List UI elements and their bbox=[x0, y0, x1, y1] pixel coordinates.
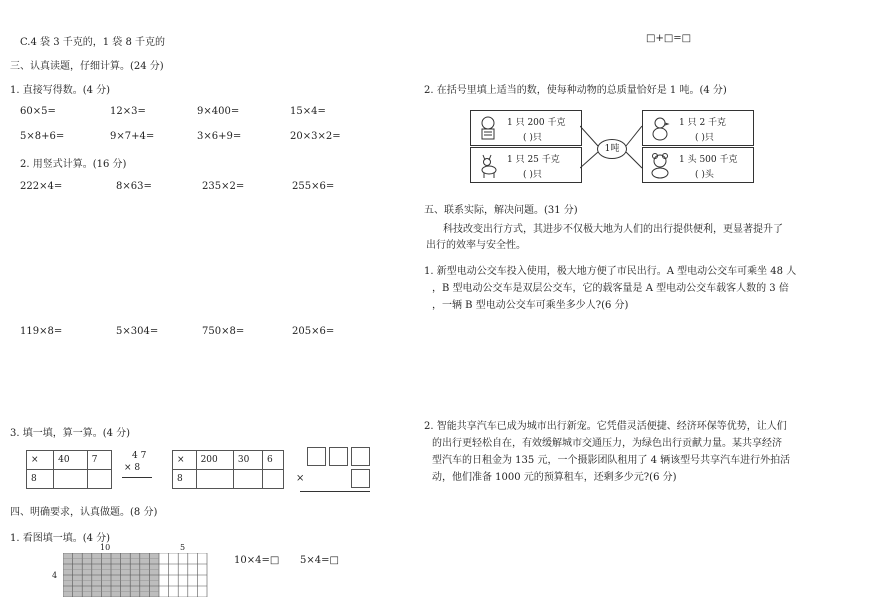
animal-count-blank[interactable]: ( )只 bbox=[523, 170, 542, 180]
animal-count-blank[interactable]: ( )只 bbox=[523, 133, 542, 143]
vertical-item: 8×63= bbox=[116, 181, 152, 192]
table-cell: 7 bbox=[87, 451, 111, 470]
vertical-item: 235×2= bbox=[202, 181, 245, 192]
animal-box-bear bbox=[642, 147, 754, 183]
chick-icon bbox=[647, 114, 673, 142]
option-c: C.4 袋 3 千克的，1 袋 8 千克的 bbox=[20, 37, 165, 48]
oral-item: 12×3= bbox=[110, 106, 146, 117]
vertical-line bbox=[122, 477, 152, 478]
top-equation: □+□=□ bbox=[646, 33, 692, 44]
answer-cell[interactable] bbox=[87, 470, 111, 489]
deer-icon bbox=[475, 151, 501, 179]
table-cell: 8 bbox=[173, 470, 197, 489]
answer-box[interactable] bbox=[307, 447, 326, 466]
table-cell: 8 bbox=[27, 470, 54, 489]
problem2-text: 2. 智能共享汽车已成为城市出行新宠。它凭借灵活便捷、经济环保等优势，让人们 bbox=[424, 421, 787, 432]
vertical-item: 222×4= bbox=[20, 181, 63, 192]
answer-box[interactable] bbox=[351, 447, 370, 466]
animal-weight: 1 只 2 千克 bbox=[679, 118, 727, 128]
equation-2: 5×4=□ bbox=[300, 555, 339, 566]
vertical-bottom: × 8 bbox=[124, 463, 141, 473]
fill-table-2 bbox=[172, 450, 284, 489]
problem2-text: 动，他们准备 1000 元的预算租车，还剩多少元?(6 分) bbox=[432, 472, 677, 483]
equation-1: 10×4=□ bbox=[234, 555, 280, 566]
table-cell: × bbox=[173, 451, 197, 470]
vertical-item: 255×6= bbox=[292, 181, 335, 192]
bear-icon bbox=[647, 151, 673, 179]
q2-title: 2. 用竖式计算。(16 分) bbox=[20, 159, 127, 170]
oral-item: 9×7+4= bbox=[110, 131, 155, 142]
times-sign: × bbox=[296, 473, 305, 484]
tiger-icon bbox=[475, 114, 501, 142]
vertical-top: 4 7 bbox=[132, 451, 147, 461]
animal-weight: 1 只 25 千克 bbox=[507, 155, 560, 165]
intro-text: 出行的效率与安全性。 bbox=[426, 240, 526, 251]
vertical-item: 205×6= bbox=[292, 326, 335, 337]
problem1-text: ，B 型电动公交车是双层公交车，它的载客量是 A 型电动公交车载客人数的 3 倍 bbox=[432, 283, 789, 294]
oral-item: 3×6+9= bbox=[197, 131, 242, 142]
animal-weight: 1 只 200 千克 bbox=[507, 118, 566, 128]
oral-item: 15×4= bbox=[290, 106, 326, 117]
q2-title: 2. 在括号里填上适当的数，使每种动物的总质量恰好是 1 吨。(4 分) bbox=[424, 85, 727, 96]
answer-cell[interactable] bbox=[196, 470, 233, 489]
vertical-item: 119×8= bbox=[20, 326, 63, 337]
answer-box[interactable] bbox=[329, 447, 348, 466]
answer-cell[interactable] bbox=[262, 470, 283, 489]
problem2-text: 型汽车的日租金为 135 元，一个摄影团队租用了 4 辆该型号共享汽车进行外拍活 bbox=[432, 455, 791, 466]
oral-item: 9×400= bbox=[197, 106, 240, 117]
fill-table-1 bbox=[26, 450, 112, 489]
vertical-item: 750×8= bbox=[202, 326, 245, 337]
vertical-item: 5×304= bbox=[116, 326, 159, 337]
q1-title: 1. 直接写得数。(4 分) bbox=[10, 85, 111, 96]
dot-grid-figure bbox=[63, 553, 213, 597]
grid-label-4: 4 bbox=[52, 571, 58, 580]
grid-label-10: 10 bbox=[100, 543, 111, 552]
animal-box-chick bbox=[642, 110, 754, 146]
answer-cell[interactable] bbox=[54, 470, 88, 489]
q3-title: 3. 填一填，算一算。(4 分) bbox=[10, 428, 131, 439]
oral-item: 5×8+6= bbox=[20, 131, 65, 142]
intro-text: 科技改变出行方式，其进步不仅极大地为人们的出行提供便利，更显著提升了 bbox=[443, 224, 783, 235]
answer-cell[interactable] bbox=[233, 470, 262, 489]
section3-title: 三、认真读题，仔细计算。(24 分) bbox=[10, 61, 164, 72]
answer-box[interactable] bbox=[351, 469, 370, 488]
table-cell: 30 bbox=[233, 451, 262, 470]
table-cell: 6 bbox=[262, 451, 283, 470]
animal-box-deer bbox=[470, 147, 582, 183]
section4-title: 四、明确要求，认真做题。(8 分) bbox=[10, 507, 158, 518]
table-cell: 200 bbox=[196, 451, 233, 470]
animal-weight: 1 头 500 千克 bbox=[679, 155, 738, 165]
one-ton-hub: 1吨 bbox=[597, 139, 627, 159]
table-cell: 40 bbox=[54, 451, 88, 470]
table-cell: × bbox=[27, 451, 54, 470]
animal-count-blank[interactable]: ( )只 bbox=[695, 133, 714, 143]
s4-q1-title: 1. 看图填一填。(4 分) bbox=[10, 533, 111, 544]
animal-box-tiger bbox=[470, 110, 582, 146]
oral-item: 20×3×2= bbox=[290, 131, 341, 142]
oral-item: 60×5= bbox=[20, 106, 56, 117]
problem2-text: 的出行更轻松自在，有效缓解城市交通压力，为绿色出行贡献力量。某共享经济 bbox=[432, 438, 782, 449]
animal-count-blank[interactable]: ( )头 bbox=[695, 170, 714, 180]
section5-title: 五、联系实际，解决问题。(31 分) bbox=[424, 205, 578, 216]
grid-label-5: 5 bbox=[180, 543, 186, 552]
problem1-text: 1. 新型电动公交车投入使用，极大地方便了市民出行。A 型电动公交车可乘坐 48 人 bbox=[424, 266, 797, 277]
problem1-text: ，一辆 B 型电动公交车可乘坐多少人?(6 分) bbox=[432, 300, 629, 311]
vertical-line bbox=[300, 491, 370, 492]
